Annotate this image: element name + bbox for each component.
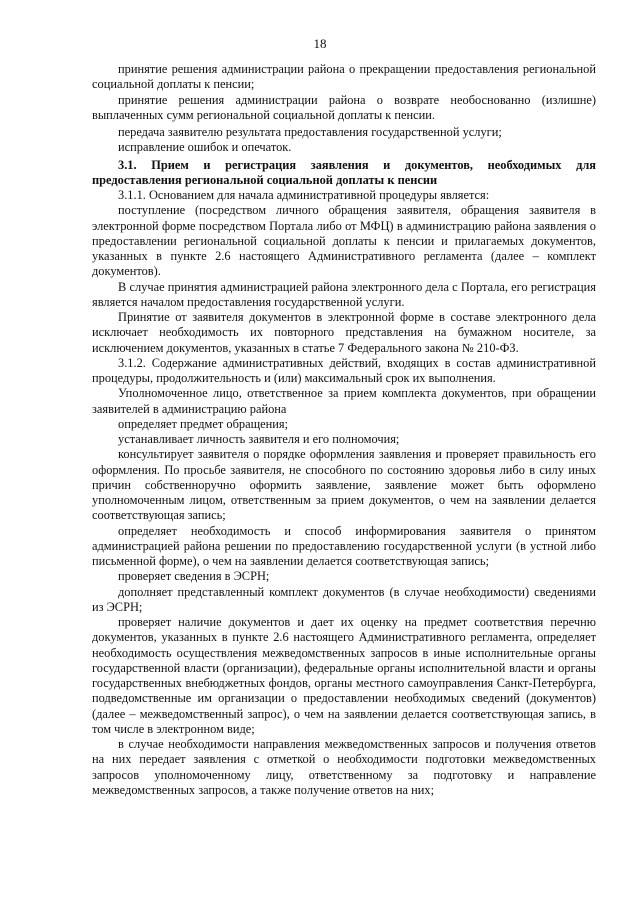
list-item-check-esrn: проверяет сведения в ЭСРН; bbox=[118, 569, 270, 584]
paragraph-electronic-documents: Принятие от заявителя документов в электронной форме в составе электронного дела исключает необходимость их повторного представления на бумажном носителе, за исключением документов, указанных в статье 7 Федерального закона № 210-ФЗ. bbox=[92, 310, 596, 355]
list-item-verify-documents: проверяет наличие документов и дает их оценку на предмет соответствия перечню документов, указанных в пункте 2.6 настоящего Административного регламента, определяет необходимость осуществления межведомственных запросов в иные исполнительные органы государственной власти (организации), федеральные органы исполнительной власти и органы государственных внебюджетных фондов, органы местного самоуправления Санкт-Петербурга, подведомственные им организации о предоставлении необходимых сведений (документов) (далее – межведомственный запрос), о чем на заявлении делается соответствующая запись, в том числе в электронном виде; bbox=[92, 615, 596, 736]
section-heading-3-1: 3.1. Прием и регистрация заявления и документов, необходимых для предоставления региональной социальной доплаты к пенсии bbox=[92, 157, 596, 187]
list-item-identify-applicant: устанавливает личность заявителя и его полномочия; bbox=[118, 432, 400, 446]
paragraph-application-receipt: поступление (посредством личного обращения заявителя, обращения заявителя в электронной форме посредством Портала либо от МФЦ) в администрацию района заявления о предоставлении региональной социальной доплаты к пенсии и прилагаемых документов, указанных в пункте 2.6 настоящего Административного регламента (далее – комплект документов). bbox=[92, 203, 596, 279]
document-body bbox=[92, 62, 596, 798]
list-item-consult-applicant: консультирует заявителя о порядке оформления заявления и проверяет правильность его оформления. По просьбе заявителя, не способного по состоянию здоровья либо в силу иных причин собственноручно оформить заявление, заявление может быть оформлено уполномоченным лицом, ответственным за прием документов, о чем на заявлении делается соответствующая запись; bbox=[92, 447, 596, 523]
list-item-supplement-documents: дополняет представленный комплект документов (в случае необходимости) сведениями из ЭСРН; bbox=[92, 584, 596, 614]
page-number: 18 bbox=[313, 36, 327, 51]
paragraph-3-1-1: 3.1.1. Основанием для начала административной процедуры является: bbox=[118, 188, 490, 202]
paragraph-3-1-2: 3.1.2. Содержание административных действий, входящих в состав административной процедуры, продолжительность и (или) максимальный срок их выполнения. bbox=[92, 355, 596, 385]
paragraph-termination-decision: принятие решения администрации района о прекращении предоставления региональной социальной доплаты к пенсии; bbox=[92, 62, 596, 92]
list-item-determine-subject: определяет предмет обращения; bbox=[118, 416, 289, 431]
paragraph-result-transfer: передача заявителю результата предоставления государственной услуги; bbox=[118, 125, 502, 139]
paragraph-authorized-person: Уполномоченное лицо, ответственное за прием комплекта документов, при обращении заявителей в администрацию района bbox=[92, 386, 596, 416]
list-item-inform-method: определяет необходимость и способ информирования заявителя о принятом администрацией района решении по предоставлению государственной услуги (в устной либо письменной форме), о чем на заявлении делается соответствующая запись; bbox=[92, 523, 596, 568]
paragraph-portal-registration: В случае принятия администрацией района электронного дела с Портала, его регистрация является началом предоставления государственной услуги. bbox=[92, 279, 596, 309]
paragraph-error-correction: исправление ошибок и опечаток. bbox=[118, 140, 292, 155]
list-item-interagency-requests: в случае необходимости направления межведомственных запросов и получения ответов на них передает заявления с отметкой о необходимости подготовки межведомственных запросов уполномоченному лицу, ответственному за подготовку и направление межведомственных запросов, а также получение ответов на них; bbox=[92, 737, 596, 797]
paragraph-refund-decision: принятие решения администрации района о возврате необоснованно (излишне) выплаченных сумм региональной социальной доплаты к пенсии. bbox=[92, 92, 596, 122]
